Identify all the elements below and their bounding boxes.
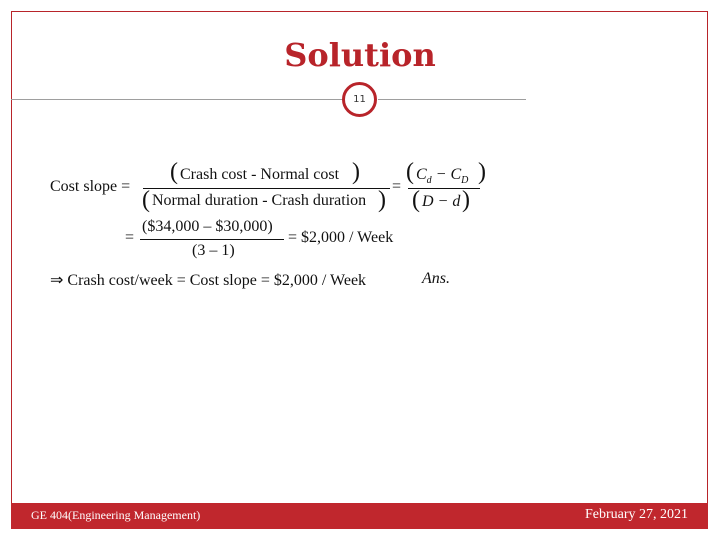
cost-slope-label: Cost slope = [50,178,131,195]
formula-denominator: Normal duration - Crash duration [152,192,367,209]
fraction-bar-1 [143,188,390,189]
open-paren-denominator: ( [142,187,150,213]
close-paren-numerator: ) [352,159,360,185]
symbolic-numerator: $C_d - C_D$ [416,166,469,187]
header-divider-right [378,99,526,100]
numeric-numerator: ($34,000 – $30,000) [142,218,273,235]
slide-title: Solution [284,36,436,74]
equals-sign-1: = [392,178,402,195]
fraction-bar-3 [140,239,284,240]
answer-label: Ans. [422,270,450,287]
formula-numerator: Crash cost - Normal cost [180,166,340,183]
symbolic-denominator: D − d [422,193,461,210]
open-paren-symbolic-num: ( [406,159,414,185]
footer-bar [11,503,708,529]
close-paren-denominator: ) [378,187,386,213]
numeric-result: = $2,000 / Week [288,229,394,246]
header-divider-left [11,99,343,100]
equals-sign-2: = [125,229,135,246]
conclusion-line: ⇒ Crash cost/week = Cost slope = $2,000 / Week [50,272,367,289]
open-paren-symbolic-den: ( [412,187,420,213]
page-number-badge: 11 [342,82,377,117]
footer-course: GE 404(Engineering Management) [31,508,201,522]
close-paren-symbolic-num: ) [478,159,486,185]
close-paren-symbolic-den: ) [462,187,470,213]
open-paren-numerator: ( [170,159,178,185]
numeric-denominator: (3 – 1) [192,242,235,259]
footer-date: February 27, 2021 [584,507,688,522]
